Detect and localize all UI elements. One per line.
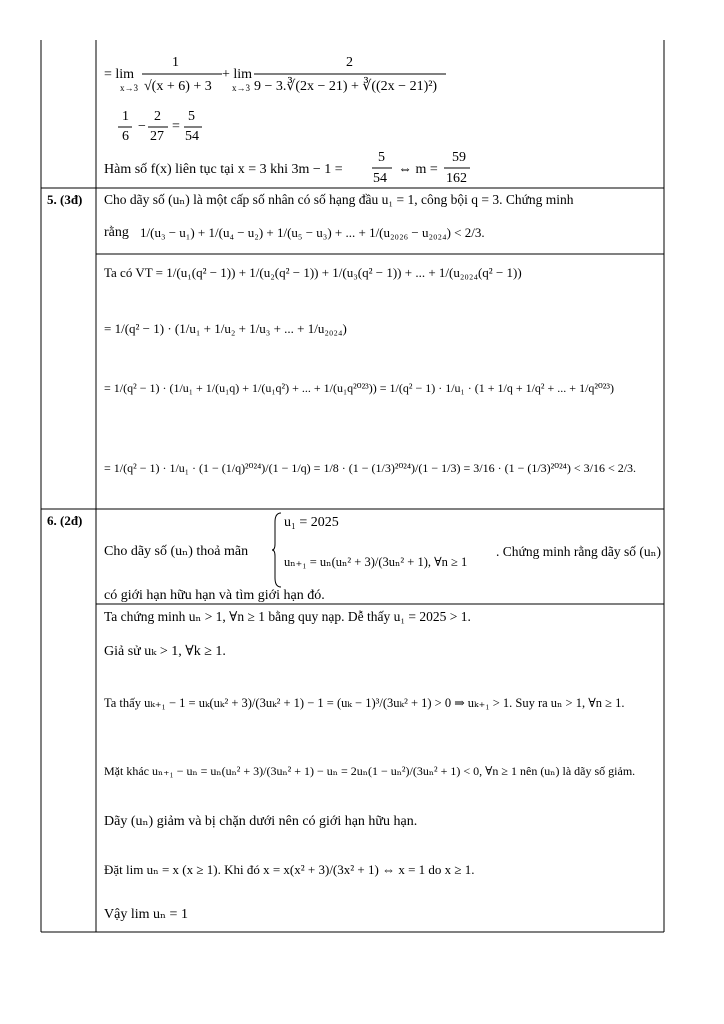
question-6-problem-suffix: . Chứng minh rằng dãy số (uₙ)	[496, 544, 662, 559]
minus: −	[138, 119, 146, 134]
question-5-solution-line-3: = 1/(q² − 1) · (1/u₁ + 1/(u₁q) + 1/(u₁q²) + ... + 1/(u₁q²⁰²³)) = 1/(q² − 1) · 1/u₁ · (1 + 1/q + 1/q² + ... + 1/q²⁰²³)	[104, 381, 614, 395]
fraction-bar	[444, 167, 470, 169]
fraction-bar	[254, 73, 446, 75]
n3: 5	[188, 109, 195, 124]
continuity-conclusion: Hàm số f(x) liên tục tại x = 3 khi 3m − 1 =	[104, 162, 343, 177]
cd1: 54	[373, 171, 387, 186]
fraction-bar	[148, 126, 168, 128]
question-6-solution-2: Giả sử uₖ > 1, ∀k ≥ 1.	[104, 644, 226, 659]
fraction-bar	[118, 126, 132, 128]
limit-plus: + lim	[222, 67, 253, 82]
question-5-problem-prefix: rằng	[104, 225, 129, 240]
question-5-problem: Cho dãy số (uₙ) là một cấp số nhân có số hạng đầu u₁ = 1, công bội q = 3. Chứng minh	[104, 192, 574, 207]
question-5-solution-line-4: = 1/(q² − 1) · 1/u₁ · (1 − (1/q)²⁰²⁴)/(1 − 1/q) = 1/8 · (1 − (1/3)²⁰²⁴)/(1 − 1/3) = 3/16 · (1 − (1/3)²⁰²⁴) < 3/16 < 2/3.	[104, 461, 637, 475]
d2: 27	[150, 129, 164, 144]
fraction-bar	[184, 126, 202, 128]
question-6-problem-line-2: có giới hạn hữu hạn và tìm giới hạn đó.	[104, 588, 325, 603]
question-6-solution-1: Ta chứng minh uₙ > 1, ∀n ≥ 1 bằng quy nạp. Dễ thấy u₁ = 2025 > 1.	[104, 609, 471, 624]
system-line-1: u₁ = 2025	[284, 515, 339, 530]
n2: 2	[154, 109, 161, 124]
question-6-solution-7: Vậy lim uₙ = 1	[104, 907, 188, 922]
limit-sub-2: x→3	[232, 83, 250, 93]
d1: 6	[122, 129, 129, 144]
n1: 1	[122, 109, 129, 124]
question-6-solution-3: Ta thấy uₖ₊₁ − 1 = uₖ(uₖ² + 3)/(3uₖ² + 1) − 1 = (uₖ − 1)³/(3uₖ² + 1) > 0 ⇒ uₖ₊₁ > 1. Suy ra uₙ > 1, ∀n ≥ 1.	[104, 696, 625, 710]
cd2: 162	[446, 171, 467, 186]
frac-num: 1	[172, 55, 179, 70]
limit-sub: x→3	[120, 83, 138, 93]
question-5-label: 5. (3đ)	[47, 192, 83, 207]
question-6-label: 6. (2đ)	[47, 513, 83, 528]
system-brace	[272, 512, 282, 588]
question-5-inequality: 1/(u₃ − u₁) + 1/(u₄ − u₂) + 1/(u₅ − u₃) + ... + 1/(u₂₀₂₆ − u₂₀₂₄) < 2/3.	[140, 225, 485, 240]
fraction-bar	[142, 73, 222, 75]
cn2: 59	[452, 150, 466, 165]
question-6-solution-5: Dãy (uₙ) giảm và bị chặn dưới nên có giới hạn hữu hạn.	[104, 814, 418, 829]
limit-eq: = lim	[104, 67, 135, 82]
cn1: 5	[378, 150, 385, 165]
question-5-solution-line-1: Ta có VT = 1/(u₁(q² − 1)) + 1/(u₂(q² − 1)) + 1/(u₃(q² − 1)) + ... + 1/(u₂₀₂₄(q² − 1))	[104, 265, 522, 280]
question-6-solution-6: Đặt lim uₙ = x (x ≥ 1). Khi đó x = x(x² + 3)/(3x² + 1) ⇔ x = 1 do x ≥ 1.	[104, 862, 475, 877]
frac-den: √(x + 6) + 3	[144, 79, 212, 94]
question-6-problem-prefix: Cho dãy số (uₙ) thoả mãn	[104, 544, 249, 559]
question-5-solution-line-2: = 1/(q² − 1) · (1/u₁ + 1/u₂ + 1/u₃ + ... + 1/u₂₀₂₄)	[104, 321, 347, 336]
fraction-bar	[372, 167, 392, 169]
d3: 54	[185, 129, 199, 144]
frac2-num: 2	[346, 55, 353, 70]
system-line-2: uₙ₊₁ = uₙ(uₙ² + 3)/(3uₙ² + 1), ∀n ≥ 1	[284, 555, 468, 569]
question-6-solution-4: Mặt khác uₙ₊₁ − uₙ = uₙ(uₙ² + 3)/(3uₙ² + 1) − uₙ = 2uₙ(1 − uₙ²)/(3uₙ² + 1) < 0, ∀n ≥ 1 nên (uₙ) là dãy số giảm.	[104, 764, 636, 778]
eq: =	[172, 119, 180, 134]
iff: ⇔ m =	[398, 162, 438, 177]
frac2-den: 9 − 3.∛(2x − 21) + ∛((2x − 21)²)	[254, 79, 438, 94]
